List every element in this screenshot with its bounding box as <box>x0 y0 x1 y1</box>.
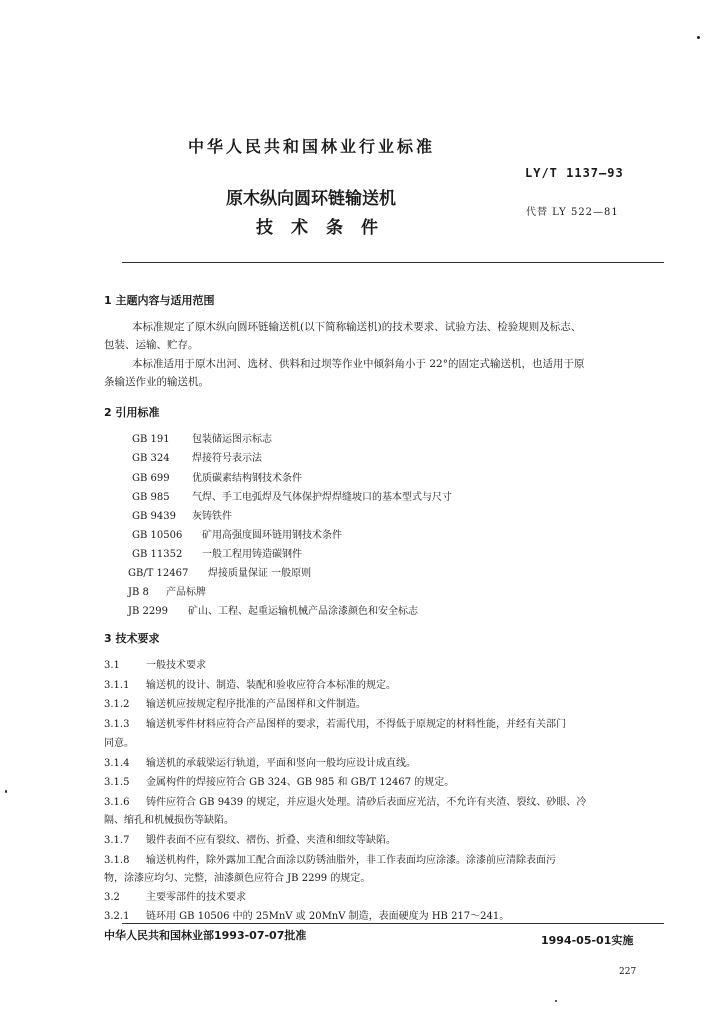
clause-text: 主要零部件的技术要求 <box>146 892 246 903</box>
clause-line <box>104 773 454 788</box>
clause-number: 3.1.3 <box>104 719 130 730</box>
reference-item <box>132 526 342 541</box>
reference-item <box>132 507 232 522</box>
reference-item <box>128 602 418 617</box>
clause-number: 3.1.4 <box>104 758 130 769</box>
reference-code: GB 699 <box>132 473 170 484</box>
reference-title: 焊接质量保证 一般原则 <box>208 568 312 579</box>
section-1-line: 本标准适用于原木出河、选材、供料和过坝等作业中倾斜角小于 22°的固定式输送机，也适用于原 <box>132 358 585 370</box>
replaces-note: 代替 LY 522—81 <box>526 207 619 218</box>
clause-number: 3.2.1 <box>104 911 130 922</box>
reference-item <box>132 469 302 484</box>
clause-number: 3.1.6 <box>104 797 130 808</box>
clause-text: 一般技术要求 <box>146 660 206 671</box>
clause-number: 3.1 <box>104 660 120 671</box>
clause-number: 3.2 <box>104 892 120 903</box>
reference-title: 灰铸铁件 <box>192 511 232 522</box>
clause-line <box>104 656 206 671</box>
reference-item <box>132 488 452 503</box>
section-1-line: 本标准规定了原木纵向圆环链输送机(以下简称输送机)的技术要求、试验方法、检验规则及标志、 <box>132 321 582 333</box>
clause-text: 链环用 GB 10506 中的 25MnV 或 20MnV 制造，表面硬度为 HB 217～241。 <box>146 911 510 922</box>
clause-line <box>104 793 586 808</box>
page-number: 227 <box>619 967 637 977</box>
clause-number: 3.1.8 <box>104 855 130 866</box>
reference-title: 包装储运图示标志 <box>192 434 272 445</box>
implementation-date: 1994-05-01实施 <box>541 934 634 947</box>
scan-speck <box>5 790 7 793</box>
header-divider <box>122 262 664 263</box>
scan-speck <box>697 36 700 39</box>
reference-title: 气焊、手工电弧焊及气体保护焊焊缝坡口的基本型式与尺寸 <box>192 492 452 503</box>
clause-text: 输送机应按规定程序批准的产品图样和文件制造。 <box>146 699 366 710</box>
reference-code: GB 11352 <box>132 549 183 560</box>
clause-line <box>104 869 370 884</box>
reference-code: GB 324 <box>132 453 170 464</box>
reference-code: JB 2299 <box>128 606 168 617</box>
standard-code: LY/T 1137—93 <box>525 166 624 180</box>
reference-code: GB 191 <box>132 434 170 445</box>
clause-text: 同意。 <box>104 738 134 749</box>
clause-number: 3.1.5 <box>104 777 130 788</box>
reference-code: JB 8 <box>128 587 149 598</box>
clause-line <box>104 754 416 769</box>
reference-item <box>132 545 302 560</box>
reference-title: 矿用高强度圆环链用钢技术条件 <box>202 530 342 541</box>
reference-title: 优质碳素结构钢技术条件 <box>192 473 302 484</box>
section-1-line: 条输送作业的输送机。 <box>104 376 209 388</box>
reference-title: 产品标牌 <box>166 587 206 598</box>
clause-text: 输送机构件，除外露加工配合面涂以防锈油脂外，非工作表面均应涂漆。涂漆前应清除表面污 <box>146 855 556 866</box>
document-subtitle: 技术条件 <box>256 218 396 238</box>
reference-code: GB 10506 <box>132 530 183 541</box>
clause-line <box>104 695 366 710</box>
clause-number: 3.1.1 <box>104 680 130 691</box>
clause-text: 输送机的承载梁运行轨道，平面和竖向一般均应设计成直线。 <box>146 758 416 769</box>
reference-item <box>128 583 206 598</box>
reference-title: 一般工程用铸造碳钢件 <box>202 549 302 560</box>
clause-line <box>104 831 396 846</box>
section-3-heading: 3 技术要求 <box>104 632 160 645</box>
reference-code: GB 985 <box>132 492 170 503</box>
reference-item <box>132 449 262 464</box>
section-1-heading: 1 主题内容与适用范围 <box>104 294 215 307</box>
clause-text: 锻件表面不应有裂纹、褶伤、折叠、夹渣和细纹等缺陷。 <box>146 835 396 846</box>
clause-text: 物，涂漆应均匀、完整，油漆颜色应符合 JB 2299 的规定。 <box>104 873 371 884</box>
footer-divider <box>122 923 664 924</box>
clause-number: 3.1.2 <box>104 699 130 710</box>
clause-line <box>104 907 509 922</box>
section-1-line: 包装、运输、贮存。 <box>104 339 199 351</box>
reference-title: 焊接符号表示法 <box>192 453 262 464</box>
clause-number: 3.1.7 <box>104 835 130 846</box>
reference-code: GB 9439 <box>132 511 176 522</box>
clause-line <box>104 851 556 866</box>
reference-item <box>132 430 272 445</box>
clause-line <box>104 715 566 730</box>
clause-line <box>104 888 246 903</box>
scan-speck <box>555 1000 557 1002</box>
approval-info: 中华人民共和国林业部1993-07-07批准 <box>104 929 307 942</box>
reference-title: 矿山、工程、起重运输机械产品涂漆颜色和安全标志 <box>188 606 418 617</box>
clause-text: 金属构件的焊接应符合 GB 324、GB 985 和 GB/T 12467 的规定。 <box>146 777 455 788</box>
reference-item <box>128 564 311 579</box>
issuing-organization: 中华人民共和国林业行业标准 <box>188 137 436 156</box>
clause-line <box>104 676 396 691</box>
reference-code: GB/T 12467 <box>128 568 189 579</box>
clause-text: 输送机零件材料应符合产品图样的要求，若需代用，不得低于原规定的材料性能，并经有关部门 <box>146 719 566 730</box>
clause-text: 隔、缩孔和机械损伤等缺陷。 <box>104 815 234 826</box>
section-2-heading: 2 引用标准 <box>104 406 160 419</box>
document-title: 原木纵向圆环链输送机 <box>226 189 396 209</box>
clause-text: 输送机的设计、制造、装配和验收应符合本标准的规定。 <box>146 680 396 691</box>
clause-line <box>104 734 134 749</box>
clause-line <box>104 811 234 826</box>
clause-text: 铸件应符合 GB 9439 的规定，并应退火处理。清砂后表面应光洁，不允许有夹渣、裂纹、砂眼、冷 <box>146 797 587 808</box>
